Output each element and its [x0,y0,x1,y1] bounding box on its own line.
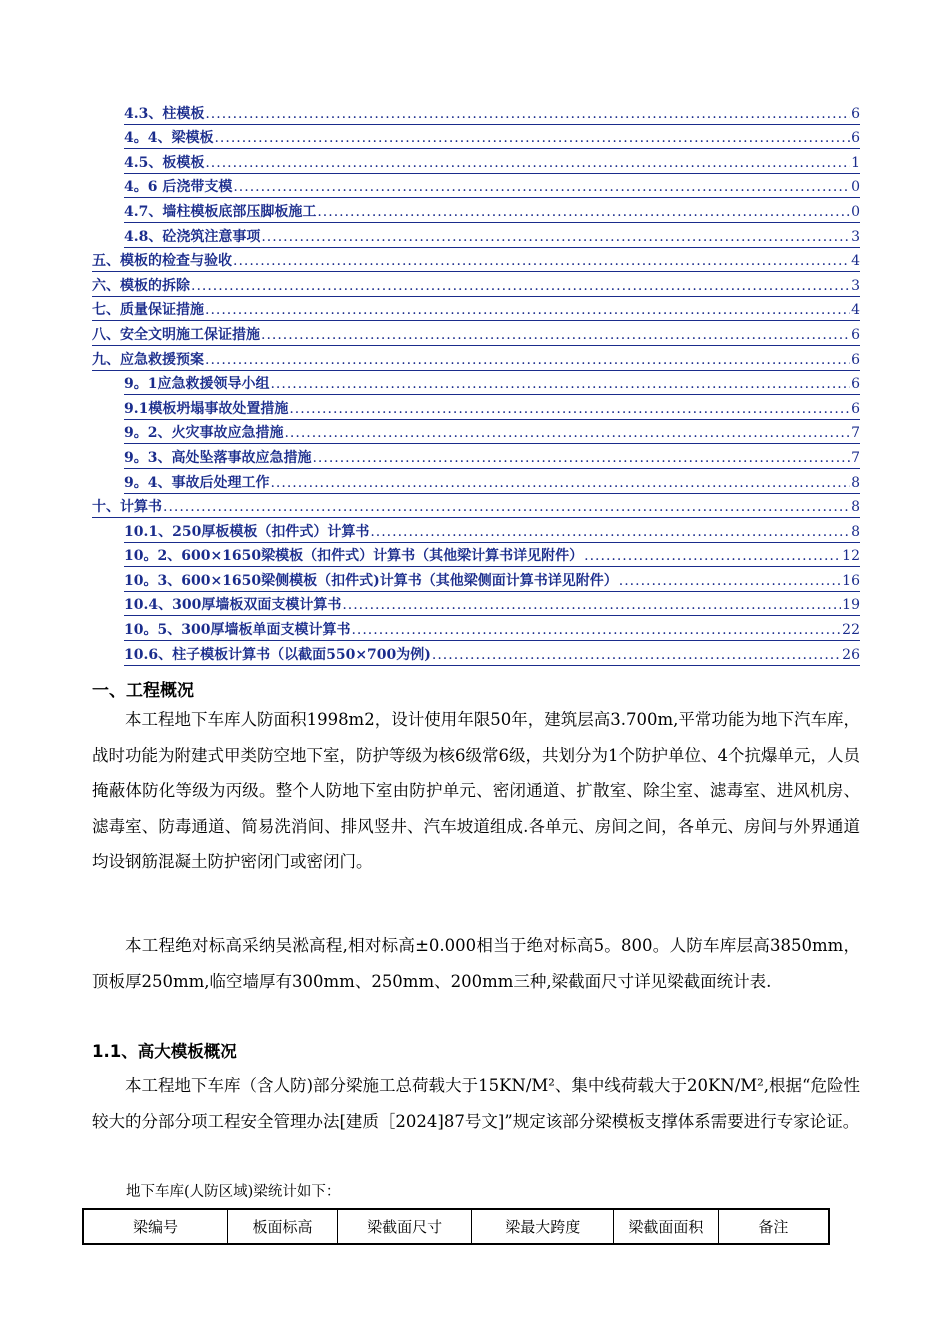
toc-link[interactable] [124,178,860,198]
toc-item-page: 8 [851,474,860,491]
toc-item-title: 八、安全文明施工保证措施 [92,326,260,343]
toc-item-title: 4.5、板模板 [124,154,205,171]
toc-leader-dots [270,474,850,492]
toc-leader-dots [317,203,850,221]
toc-item-page: 6 [851,351,860,368]
toc-item[interactable] [92,149,860,174]
toc-item[interactable] [92,174,860,199]
toc-item-title: 10。3、600×1650梁侧模板（扣件式)计算书（其他梁侧面计算书详见附件） [124,572,618,589]
toc-item-page: 12 [842,548,860,565]
toc-item-page: 22 [842,622,860,639]
toc-leader-dots [233,178,850,196]
toc-item[interactable] [92,321,860,346]
col-beam-max-span: 梁最大跨度 [472,1209,614,1244]
toc-leader-dots [284,424,850,442]
toc-item[interactable] [92,494,860,519]
toc-item-title: 10。2、600×1650梁模板（扣件式）计算书（其他梁计算书详见附件） [124,548,584,565]
toc-item-title: 10。5、300厚墙板单面支模计算书 [124,622,351,639]
toc-item[interactable] [92,346,860,371]
toc-link[interactable] [92,351,860,371]
toc-item[interactable] [92,223,860,248]
toc-leader-dots [342,596,841,614]
col-beam-section-size: 梁截面尺寸 [337,1209,472,1244]
toc-link[interactable] [124,228,860,248]
toc-item-title: 4.3、柱模板 [124,105,205,122]
toc-leader-dots [432,646,841,664]
toc-item-page: 1 [851,154,860,171]
table-of-contents [92,100,860,666]
toc-link[interactable] [124,621,860,641]
toc-item-page: 4 [851,253,860,270]
toc-link[interactable] [124,449,860,469]
toc-leader-dots [584,547,841,565]
toc-item-page: 16 [842,572,860,589]
toc-link[interactable] [92,252,860,272]
formwork-paragraph: 本工程地下车库（含人防)部分梁施工总荷载大于15KN/M²、集中线荷载大于20KN/M²,根据“危险性较大的分部分项工程安全管理办法[建质［2024]87号文]”规定该部分梁模板支撑体系需要进行专家论证。 [92,1076,860,1131]
toc-link[interactable] [124,646,860,666]
toc-leader-dots [205,105,850,123]
toc-item[interactable] [92,297,860,322]
toc-item-page: 8 [851,523,860,540]
toc-item-page: 6 [851,400,860,417]
table-caption: 地下车库(人防区域)梁统计如下： [126,1184,341,1200]
toc-item-title: 10.4、300厚墙板双面支模计算书 [124,597,342,614]
toc-item-title: 六、模板的拆除 [92,277,190,294]
toc-item[interactable] [92,518,860,543]
toc-leader-dots [163,498,850,516]
toc-item-page: 6 [851,326,860,343]
toc-item[interactable] [92,420,860,445]
toc-leader-dots [233,252,850,270]
toc-item-page: 26 [842,646,860,663]
toc-leader-dots [270,375,850,393]
toc-leader-dots [205,301,850,319]
overview-paragraph-2: 本工程绝对标高采纳吴淞高程,相对标高±0.000相当于绝对标高5。800。人防车库层高3850mm，顶板厚250mm,临空墙厚有300mm、250mm、200mm三种,梁截面尺寸详见梁截面统计表. [92,936,860,991]
section-heading-overview: 一、工程概况 [92,681,194,701]
toc-link[interactable] [92,301,860,321]
toc-item[interactable] [92,198,860,223]
toc-leader-dots [205,154,850,172]
toc-item-page: 0 [851,203,860,220]
toc-item[interactable] [92,543,860,568]
toc-item[interactable] [92,395,860,420]
toc-link[interactable] [124,129,860,149]
toc-leader-dots [205,351,850,369]
toc-item-title: 10.1、250厚板模板（扣件式）计算书 [124,523,370,540]
col-slab-elevation: 板面标高 [228,1209,338,1244]
toc-leader-dots [351,621,841,639]
toc-item[interactable] [92,641,860,666]
toc-item-title: 九、应急救援预案 [92,351,204,368]
toc-item-page: 3 [851,277,860,294]
toc-item[interactable] [92,444,860,469]
toc-link[interactable] [92,326,860,346]
toc-item-page: 7 [851,449,860,466]
toc-leader-dots [289,400,850,418]
toc-link[interactable] [124,154,860,174]
toc-leader-dots [191,277,850,295]
toc-item[interactable] [92,567,860,592]
toc-item[interactable] [92,469,860,494]
toc-link[interactable] [124,424,860,444]
col-beam-id: 梁编号 [83,1209,228,1244]
toc-item-title: 4。4、梁模板 [124,130,214,147]
toc-link[interactable] [124,572,860,592]
toc-item-page: 19 [842,597,860,614]
toc-item-page: 6 [851,376,860,393]
toc-item-title: 9.1模板坍塌事故处置措施 [124,400,289,417]
overview-paragraph-1: 本工程地下车库人防面积1998m2，设计使用年限50年，建筑层高3.700m,平常功能为地下汽车库，战时功能为附建式甲类防空地下室，防护等级为核6级常6级，共划分为1个防护单位、4个抗爆单元，人员掩蔽体防化等级为丙级。整个人防地下室由防护单元、密闭通道、扩散室、除尘室、滤毒室、进风机房、滤毒室、防毒通道、简易洗消间、排风竖井、汽车坡道组成.各单元、房间之间，各单元、房间与外界通道均设钢筋混凝土防护密闭门或密闭门。 [92,710,860,871]
toc-item[interactable] [92,371,860,396]
toc-item-title: 9。3、高处坠落事故应急措施 [124,449,312,466]
toc-link[interactable] [124,203,860,223]
toc-item-title: 十、计算书 [92,499,162,516]
toc-item[interactable] [92,272,860,297]
toc-item-title: 4.8、砼浇筑注意事项 [124,228,261,245]
toc-link[interactable] [92,277,860,297]
toc-item-title: 9。4、事故后处理工作 [124,474,270,491]
toc-leader-dots [261,228,850,246]
col-remarks: 备注 [718,1209,829,1244]
toc-leader-dots [261,326,850,344]
toc-item-page: 6 [851,105,860,122]
toc-leader-dots [214,129,850,147]
toc-link[interactable] [92,498,860,518]
toc-item[interactable] [92,100,860,125]
toc-item-page: 8 [851,499,860,516]
toc-item-title: 9。2、火灾事故应急措施 [124,425,284,442]
toc-item-page: 3 [851,228,860,245]
col-beam-section-area: 梁截面面积 [614,1209,719,1244]
toc-item[interactable] [92,592,860,617]
toc-link[interactable] [124,596,860,616]
toc-item-page: 7 [851,425,860,442]
toc-link[interactable] [124,547,860,567]
toc-item[interactable] [92,248,860,273]
toc-item-page: 0 [851,179,860,196]
toc-item-page: 4 [851,302,860,319]
toc-leader-dots [370,523,850,541]
toc-link[interactable] [124,474,860,494]
toc-leader-dots [619,572,841,590]
toc-item[interactable] [92,616,860,641]
toc-item[interactable] [92,125,860,150]
toc-leader-dots [312,449,850,467]
beam-statistics-table [82,1208,830,1245]
section-heading-formwork: 1.1、高大模板概况 [92,1042,237,1061]
toc-link[interactable] [124,375,860,395]
toc-link[interactable] [124,105,860,125]
toc-item-title: 4。6 后浇带支模 [124,179,233,196]
toc-item-title: 9。1应急救援领导小组 [124,376,270,393]
table-header-row [83,1209,829,1244]
toc-item-title: 4.7、墙柱模板底部压脚板施工 [124,203,317,220]
toc-link[interactable] [124,400,860,420]
toc-item-title: 五、模板的检查与验收 [92,253,232,270]
toc-item-page: 6 [851,130,860,147]
toc-item-title: 10.6、柱子模板计算书（以截面550×700为例) [124,646,431,663]
toc-item-title: 七、质量保证措施 [92,302,204,319]
toc-link[interactable] [124,523,860,543]
